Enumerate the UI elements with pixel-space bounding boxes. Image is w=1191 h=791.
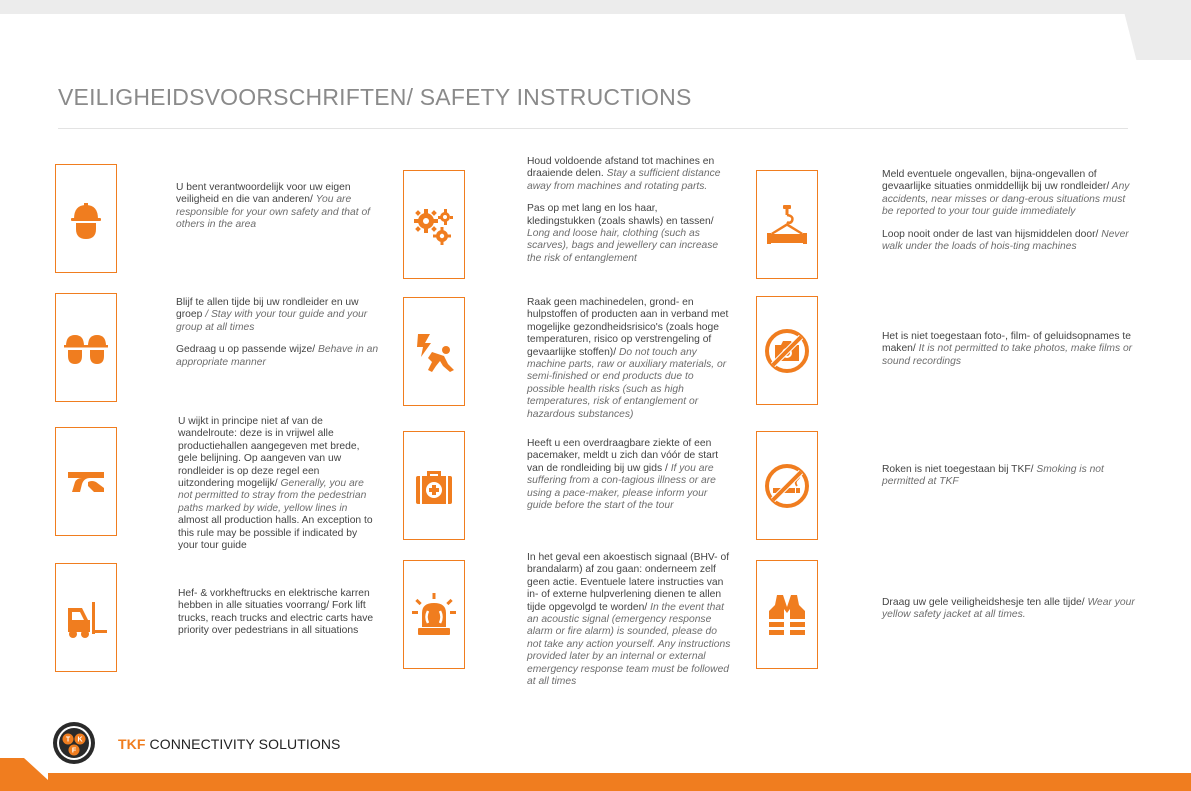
rule-nl: Hef- & vorkheftrucks en elektrische karren hebben in alle situaties voorrang/ — [178, 588, 370, 612]
rule-icon-box — [403, 170, 465, 279]
brand-rest: CONNECTIVITY SOLUTIONS — [145, 736, 341, 752]
rule-nl: Meld eventuele ongevallen, bijna-ongevallen of gevaarlijke situaties onmiddellijk bij uw rondleider/ — [882, 169, 1110, 193]
gears-icon — [410, 201, 458, 249]
forklift-icon — [62, 594, 110, 642]
tkf-logo-icon — [52, 721, 96, 765]
logo-letter: F — [71, 747, 77, 755]
rule-en-2: Behave in an appropriate manner — [176, 344, 379, 368]
hard-hat-head-icon — [62, 195, 110, 243]
rule-text — [178, 416, 378, 552]
rule-icon-box — [55, 427, 117, 536]
rule-en-2: Never walk under the loads of hois-ting machines — [882, 228, 1129, 253]
rule-en: / Stay with your tour guide and your group at all times — [176, 309, 368, 333]
electric-shock-icon — [410, 328, 458, 376]
rule-nl: Draag uw gele veiligheidshesje ten alle tijde/ — [882, 597, 1085, 608]
rule-icon-box — [756, 560, 818, 669]
rule-nl: Houd voldoende afstand tot machines en draaiende delen. — [527, 156, 715, 180]
rule-text — [527, 156, 727, 265]
first-aid-kit-icon — [410, 462, 458, 510]
rule-icon-box — [756, 296, 818, 405]
safety-vest-icon — [763, 591, 811, 639]
rule-text — [527, 552, 732, 688]
rule-icon-box — [756, 431, 818, 540]
top-corner-tab — [1121, 0, 1191, 60]
rule-icon-box — [403, 297, 465, 406]
rule-text — [882, 331, 1137, 368]
rule-nl-2: Pas op met lang en los haar, kledingstukken (zoals shawls) en tassen/ — [527, 203, 714, 227]
rule-en: Wear your yellow safety jacket at all times. — [882, 597, 1135, 621]
alarm-beacon-icon — [410, 591, 458, 639]
rule-nl-tail: almost all production halls. An exception to this rule may be possible if indicated by your tour guide — [178, 515, 373, 552]
two-hard-hats-icon — [62, 324, 110, 372]
logo-letter: K — [77, 736, 83, 744]
rule-nl: Blijf te allen tijde bij uw rondleider en uw groep — [176, 297, 359, 321]
rule-en: Stay a sufficient distance away from machines and rotating parts. — [527, 168, 721, 192]
rule-icon-box — [55, 164, 117, 273]
no-smoking-icon — [763, 462, 811, 510]
rule-en: If you are suffering from a con-tagious illness or are using a pace-maker, please inform your guide before the start of the tour — [527, 462, 716, 512]
rule-en: You are responsible for your own safety and that of others in the area — [176, 194, 371, 231]
logo-letter: T — [65, 736, 71, 744]
walking-route-icon — [62, 458, 110, 506]
rule-en: It is not permitted to take photos, make films or sound recordings — [882, 343, 1133, 367]
rule-nl-2: Gedraag u op passende wijze/ — [176, 344, 316, 356]
rule-nl: Het is niet toegestaan foto-, film- of geluidsopnames te maken/ — [882, 331, 1131, 355]
rule-nl: U wijkt in principe niet af van de wandelroute: deze is in vrijwel alle productiehallen aangegeven met brede, gele belijning. Op aangeven van uw rondleider is op deze regel een uitzondering mogelijk/ — [178, 416, 360, 490]
rule-text — [176, 297, 386, 369]
rule-icon-box — [55, 563, 117, 672]
title-divider — [58, 128, 1128, 129]
rule-icon-box — [403, 560, 465, 669]
rule-text — [882, 464, 1137, 489]
rule-en: Smoking is not permitted at TKF — [882, 464, 1104, 488]
brand-name — [118, 736, 340, 752]
rule-en-2: Long and loose hair, clothing (such as scarves), bags and jewellery can increase the risk of entanglement — [527, 228, 719, 264]
top-band — [0, 0, 1191, 14]
page-title: VEILIGHEIDSVOORSCHRIFTEN/ SAFETY INSTRUCTIONS — [58, 84, 692, 110]
rule-text — [176, 182, 376, 232]
crane-hook-load-icon — [763, 201, 811, 249]
rule-en: In the event that an acoustic signal (emergency response alarm or fire alarm) is sounded, please do not take any action yourself. Any instructions provided later by an internal or external emergency response team must be followed at all times — [527, 601, 731, 688]
rule-nl-2: Loop nooit onder de last van hijsmiddelen door/ — [882, 228, 1099, 240]
rule-en: Any accidents, near misses or dang-erous situations must be reported to your tour guide immediately — [882, 181, 1130, 218]
rule-en: Do not touch any machine parts, raw or auxiliary materials, or semi-finished or end products due to possible health risks (such as high temperatures, risk of entanglement or hazardous substances) — [527, 346, 727, 420]
rule-nl: Raak geen machinedelen, grond- en hulpstoffen of producten aan in verband met mogelijke gezondheidsrisico's (zoals hoge temperaturen, risico op verstrengeling of gevaarlijke stoffen)/ — [527, 297, 729, 358]
footer-bar — [48, 773, 1191, 791]
brand-bold: TKF — [118, 736, 146, 752]
rule-en: Generally, you are not permitted to stray from the pedestrian paths marked by wide, yellow lines in — [178, 478, 367, 514]
rule-nl: Heeft u een overdraagbare ziekte of een pacemaker, meldt u zich dan vóór de start van de rondleiding bij uw gids / — [527, 438, 719, 474]
rule-nl: In het geval een akoestisch signaal (BHV- of brandalarm) af zou gaan: onderneem zelf geen actie. Eventuele latere instructies van in- of externe hulpverlening dienen te allen tijde opgevolgd te worden/ — [527, 552, 730, 613]
rule-icon-box — [756, 170, 818, 279]
rule-icon-box — [55, 293, 117, 402]
rule-text — [882, 169, 1137, 253]
rule-text — [527, 438, 732, 512]
rule-text — [178, 588, 378, 638]
rule-nl-tail: Fork lift trucks, reach trucks and electric carts have priority over pedestrians in all situations — [178, 600, 374, 637]
rule-nl: Roken is niet toegestaan bij TKF/ — [882, 464, 1034, 475]
rule-text — [527, 297, 732, 421]
rule-icon-box — [403, 431, 465, 540]
rule-text — [882, 597, 1137, 622]
rule-nl: U bent verantwoordelijk voor uw eigen veiligheid en die van anderen/ — [176, 182, 351, 206]
no-camera-icon — [763, 327, 811, 375]
